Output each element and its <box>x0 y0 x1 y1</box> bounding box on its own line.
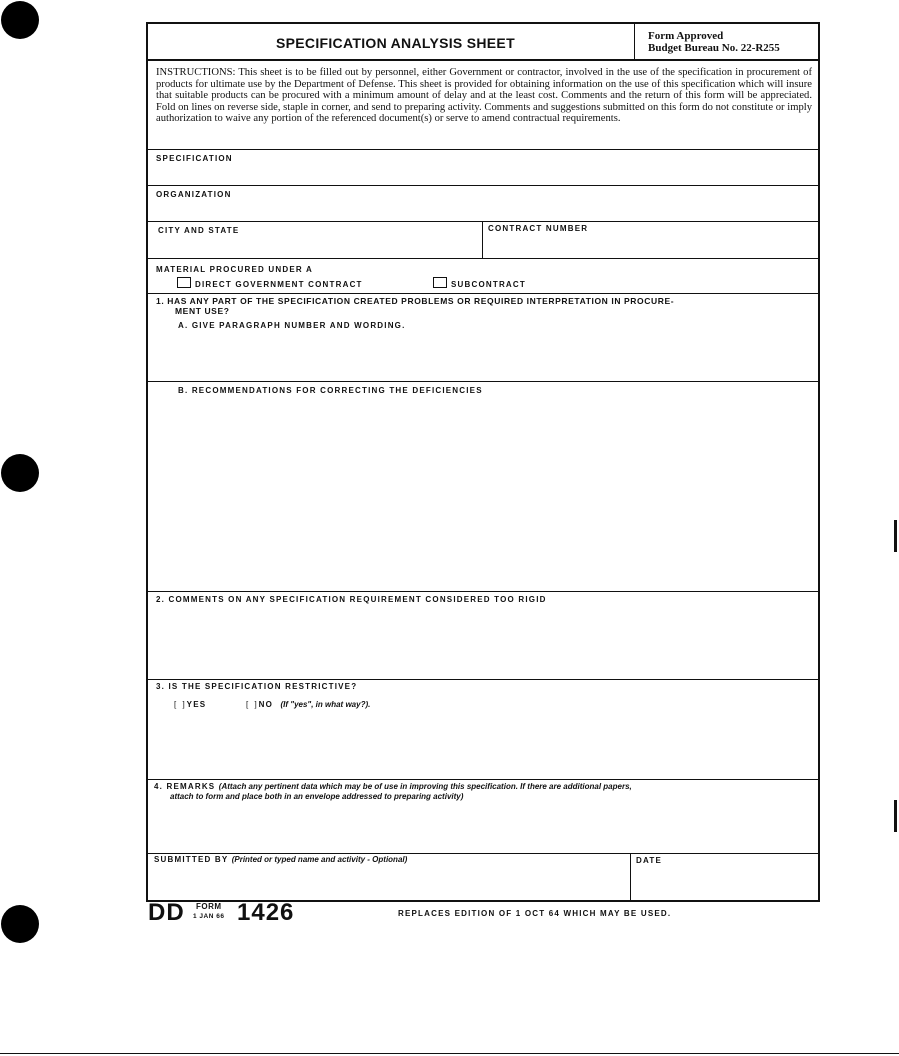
form-date: 1 JAN 66 <box>193 913 225 920</box>
submitted-by-label: SUBMITTED BY (Printed or typed name and activity - Optional) <box>154 855 408 864</box>
direct-contract-option[interactable]: DIRECT GOVERNMENT CONTRACT <box>177 277 363 289</box>
city-state-field[interactable] <box>148 222 481 258</box>
punch-hole-top <box>1 1 39 39</box>
punch-hole-middle <box>1 454 39 492</box>
question-1b-label: B. RECOMMENDATIONS FOR CORRECTING THE DEFICIENCIES <box>178 386 483 395</box>
instructions-text: INSTRUCTIONS: This sheet is to be filled out by personnel, either Government or contractor, involved in the use of the specification in procurement of products for ultimate use by the Department of Defense. This sheet is provided for obtaining information on the use of this specification which will insure that suitable products can be procured with a minimum amount of delay and at the least cost. Comments and the return of this form will be appreciated. Fold on lines on reverse side, staple in corner, and send to preparing activity. Comments and suggestions submitted on this form do not constitute or imply authorization to waive any portion of the referenced document(s) or serve to amend contractual requirements. <box>156 67 812 125</box>
restrictive-hint: (If "yes", in what way?). <box>280 700 371 709</box>
question-1a-field[interactable] <box>148 332 818 380</box>
replaces-edition-note: REPLACES EDITION OF 1 OCT 64 WHICH MAY BE USED. <box>398 909 672 918</box>
dd-form-prefix: DD <box>148 899 185 926</box>
contract-number-field[interactable] <box>484 222 818 258</box>
specification-field[interactable] <box>148 150 818 184</box>
right-edge-mark <box>894 520 897 552</box>
city-state-label: CITY AND STATE <box>158 226 240 235</box>
question-3-label: 3. IS THE SPECIFICATION RESTRICTIVE? <box>156 682 358 691</box>
question-3-field[interactable] <box>148 714 818 778</box>
restrictive-yes-option[interactable]: [ ]YES <box>174 700 207 709</box>
yes-checkbox[interactable]: [ ] <box>174 700 187 709</box>
restrictive-no-option[interactable]: [ ]NO (If "yes", in what way?). <box>246 700 371 709</box>
punch-hole-bottom <box>1 905 39 943</box>
form-title: SPECIFICATION ANALYSIS SHEET <box>276 35 515 51</box>
organization-field[interactable] <box>148 186 818 220</box>
date-field[interactable] <box>632 866 818 900</box>
question-2-label: 2. COMMENTS ON ANY SPECIFICATION REQUIREMENT CONSIDERED TOO RIGID <box>156 595 547 604</box>
form-approved: Form Approved <box>648 30 724 42</box>
budget-bureau-number: Budget Bureau No. 22-R255 <box>648 42 780 54</box>
remarks-hint: (Attach any pertinent data which may be of use in improving this specification. If there are additional papers, <box>218 782 632 791</box>
submitted-by-hint: (Printed or typed name and activity - Optional) <box>231 855 408 864</box>
form-number: 1426 <box>237 899 295 926</box>
organization-label: ORGANIZATION <box>156 190 232 199</box>
question-1a-label: A. GIVE PARAGRAPH NUMBER AND WORDING. <box>178 321 406 330</box>
right-edge-mark-lower <box>894 800 897 832</box>
form-word: FORM <box>196 902 222 911</box>
material-procured-label: MATERIAL PROCURED UNDER A <box>156 265 313 274</box>
subcontract-checkbox[interactable] <box>433 277 447 288</box>
contract-number-label: CONTRACT NUMBER <box>488 224 589 233</box>
direct-contract-checkbox[interactable] <box>177 277 191 288</box>
question-4-remarks: 4. REMARKS (Attach any pertinent data which may be of use in improving this specification. If there are additional papers, <box>154 782 632 791</box>
question-1-text-continued: MENT USE? <box>175 306 230 316</box>
no-checkbox[interactable]: [ ] <box>246 700 259 709</box>
specification-label: SPECIFICATION <box>156 154 233 163</box>
question-1b-field[interactable] <box>148 398 818 590</box>
question-1-text: 1. HAS ANY PART OF THE SPECIFICATION CREATED PROBLEMS OR REQUIRED INTERPRETATION IN PROCURE- <box>156 296 675 306</box>
question-2-field[interactable] <box>148 608 818 678</box>
remarks-field[interactable] <box>148 804 818 852</box>
date-label: DATE <box>636 856 662 865</box>
submitted-by-field[interactable] <box>148 866 628 900</box>
page-bottom-rule <box>0 1053 899 1054</box>
remarks-hint-continued: attach to form and place both in an envelope addressed to preparing activity) <box>170 792 464 801</box>
subcontract-option[interactable]: SUBCONTRACT <box>433 277 526 289</box>
specification-analysis-form <box>146 22 820 902</box>
